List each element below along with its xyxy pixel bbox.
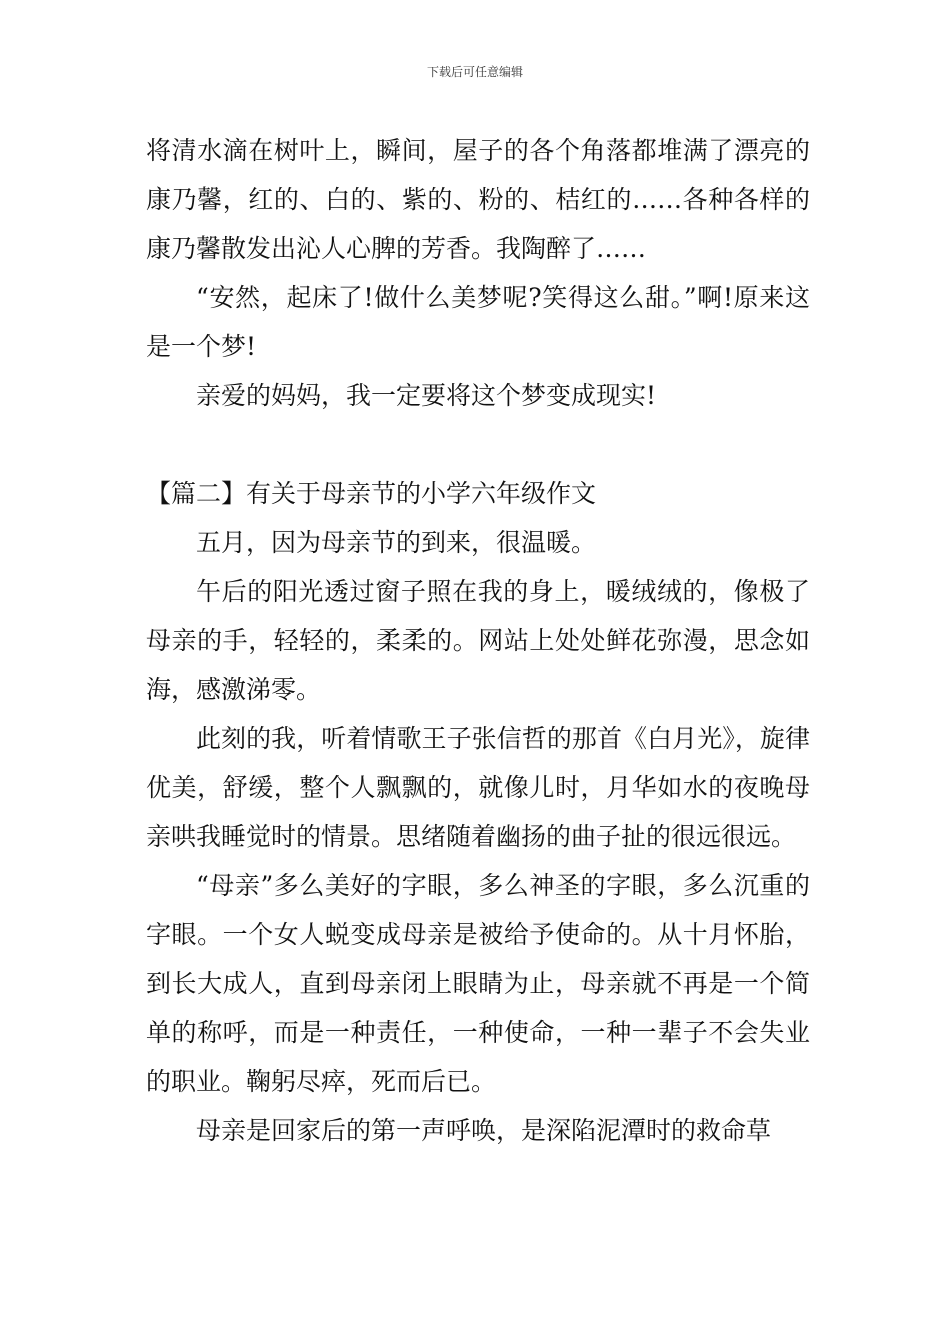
paragraph-wish: 亲爱的妈妈，我一定要将这个梦变成现实! xyxy=(196,381,657,410)
document-body xyxy=(146,126,810,1155)
paragraph-mother-word: “母亲”多么美好的字眼，多么神圣的字眼，多么沉重的字眼。一个女人蜕变成母亲是被给予使命的。从十月怀胎，到长大成人，直到母亲闭上眼睛为止，母亲就不再是一个简单的称呼，而是一种责任，一种使命，一种一辈子不会失业的职业。鞠躬尽瘁，死而后已。 xyxy=(146,871,810,1096)
page-header: 下载后可任意编辑 xyxy=(426,65,523,79)
section-heading: 【篇二】有关于母亲节的小学六年级作文 xyxy=(146,479,597,508)
paragraph-mother-is: 母亲是回家后的第一声呼唤，是深陷泥潭时的救命草 xyxy=(196,1116,772,1145)
section-spacer xyxy=(146,420,810,469)
paragraph-dialogue: “安然，起床了!做什么美梦呢?笑得这么甜。”啊!原来这是一个梦! xyxy=(146,283,810,361)
paragraph-may: 五月，因为母亲节的到来，很温暖。 xyxy=(196,528,597,557)
paragraph-afternoon: 午后的阳光透过窗子照在我的身上，暖绒绒的，像极了母亲的手，轻轻的，柔柔的。网站上处处鲜花弥漫，思念如海，感激涕零。 xyxy=(146,577,810,704)
paragraph-song: 此刻的我，听着情歌王子张信哲的那首《白月光》，旋律优美，舒缓，整个人飘飘的，就像儿时，月华如水的夜晚母亲哄我睡觉时的情景。思绪随着幽扬的曲子扯的很远很远。 xyxy=(146,724,810,851)
paragraph-continuation: 将清水滴在树叶上，瞬间，屋子的各个角落都堆满了漂亮的康乃馨，红的、白的、紫的、粉的、桔红的……各种各样的康乃馨散发出沁人心脾的芳香。我陶醉了…… xyxy=(146,136,810,263)
